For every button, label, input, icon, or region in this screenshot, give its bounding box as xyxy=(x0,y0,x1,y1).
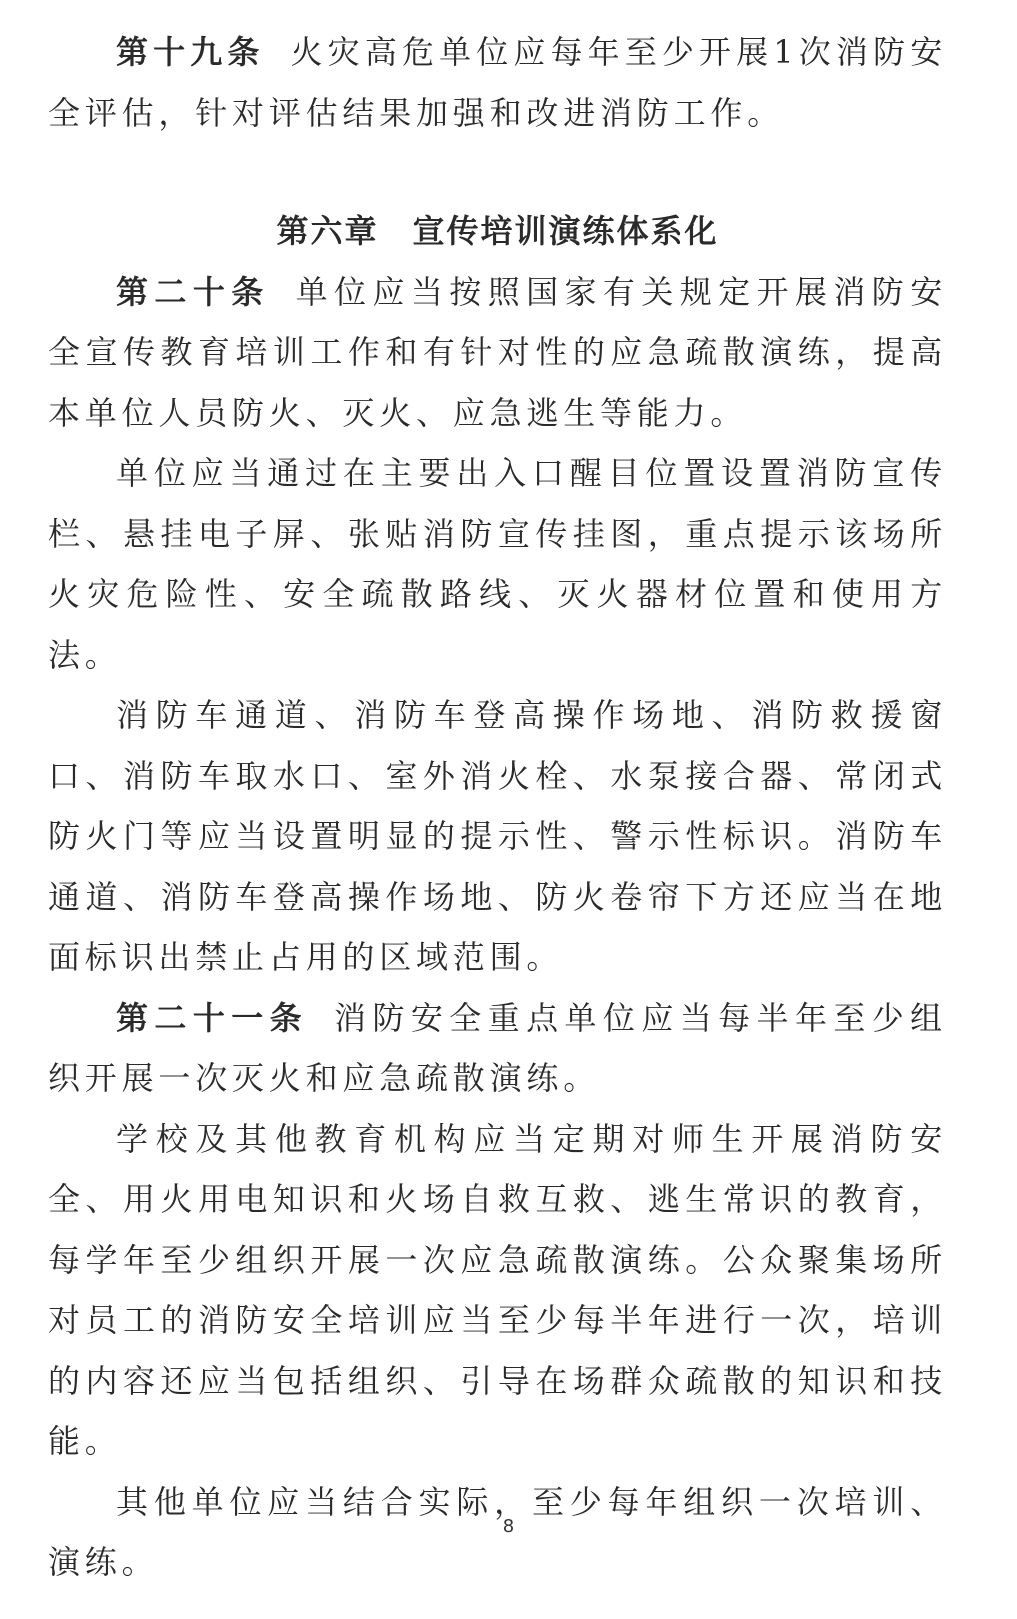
article-21-paragraph-3: 其他单位应当结合实际，至少每年组织一次培训、演练。 xyxy=(48,1482,947,1581)
article-19-text: 火灾高危单位应每年至少开展1次消防安全评估，针对评估结果加强和改进消防工作。 xyxy=(48,33,947,132)
chapter-heading xyxy=(48,143,947,262)
article-21-label: 第二十一条 xyxy=(116,998,309,1037)
article-19-label: 第十九条 xyxy=(116,33,265,71)
article-21-paragraph xyxy=(48,988,947,1109)
article-20-text: 单位应当按照国家有关规定开展消防安全宣传教育培训工作和有针对性的应急疏散演练，提高本单位人员防火、灭火、应急逃生等能力。 xyxy=(48,272,947,432)
article-20-paragraph-2: 单位应当通过在主要出入口醒目位置设置消防宣传栏、悬挂电子屏、张贴消防宣传挂图，重点提示该场所火灾危险性、安全疏散路线、灭火器材位置和使用方法。 xyxy=(48,454,947,674)
chapter-title: 宣传培训演练体系化 xyxy=(412,212,719,250)
page-number: 8 xyxy=(502,1516,515,1537)
article-19-paragraph xyxy=(48,22,947,143)
chapter-number: 第六章 xyxy=(276,212,379,250)
article-20-paragraph xyxy=(48,262,947,444)
article-20-label: 第二十条 xyxy=(116,272,270,311)
article-21-paragraph-2: 学校及其他教育机构应当定期对师生开展消防安全、用火用电知识和火场自救互救、逃生常识的教育，每学年至少组织开展一次应急疏散演练。公众聚集场所对员工的消防安全培训应当至少每半年进行一次，培训的内容还应当包括组织、引导在场群众疏散的知识和技能。 xyxy=(48,1119,947,1460)
article-20-paragraph-3: 消防车通道、消防车登高操作场地、消防救援窗口、消防车取水口、室外消火栓、水泵接合器、常闭式防火门等应当设置明显的提示性、警示性标识。消防车通道、消防车登高操作场地、防火卷帘下方还应当在地面标识出禁止占用的区域范围。 xyxy=(48,696,947,976)
article-21-text: 消防安全重点单位应当每半年至少组织开展一次灭火和应急疏散演练。 xyxy=(48,998,947,1097)
